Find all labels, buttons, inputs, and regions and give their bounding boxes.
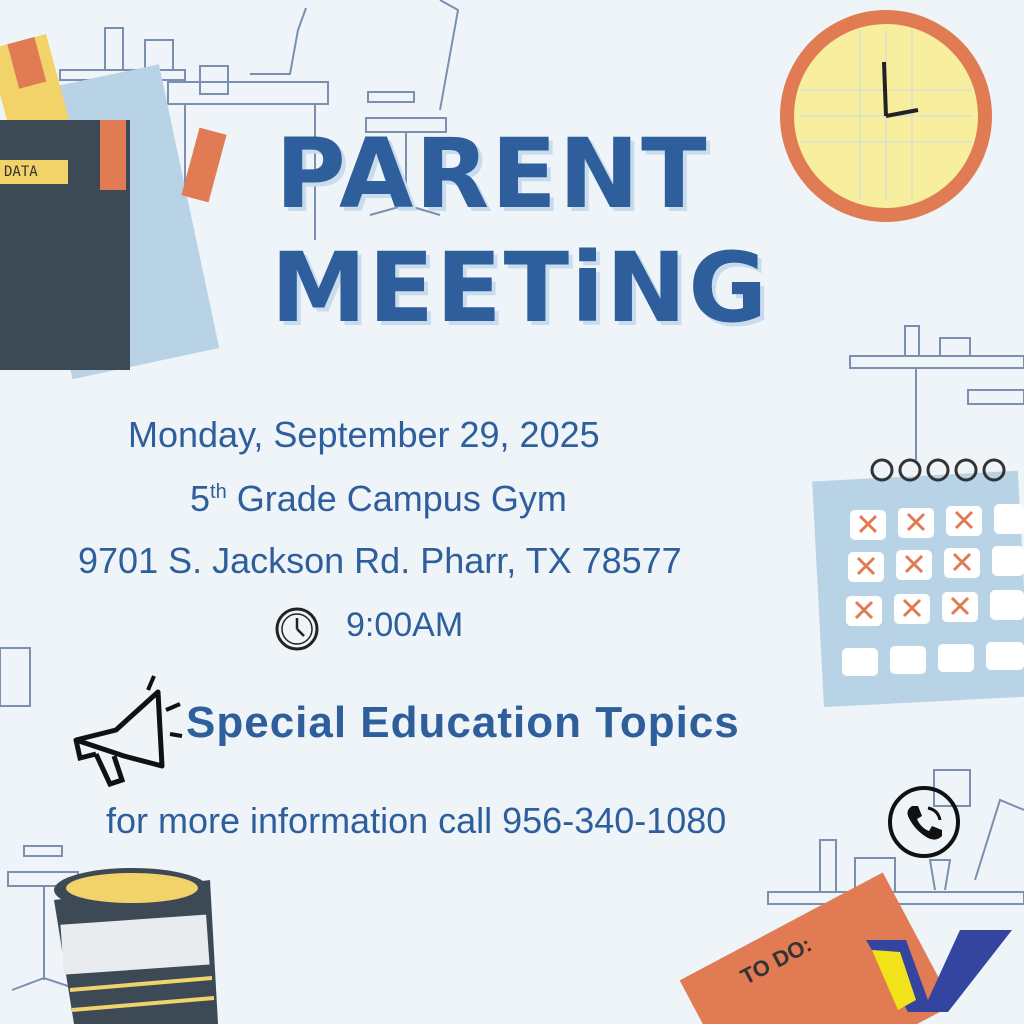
event-date: Monday, September 29, 2025 (128, 414, 600, 455)
contact-info: for more information call 956-340-1080 (106, 800, 727, 841)
desk-illustration-right (850, 326, 1024, 460)
trash-can-illustration (54, 868, 218, 1024)
event-location (190, 478, 567, 520)
title-line-2: MEETiNG (270, 232, 770, 344)
location-name: Grade Campus Gym (226, 478, 567, 519)
event-address: 9701 S. Jackson Rd. Pharr, TX 78577 (78, 540, 682, 581)
grade-ordinal: th (210, 481, 227, 503)
picture-frame-illustration (0, 648, 30, 706)
notebook-todo-label: TO DO: (736, 931, 816, 990)
folder-data-label: DATA (0, 160, 68, 184)
phone-icon (886, 784, 962, 860)
event-time: 9:00AM (346, 606, 464, 644)
grade-number: 5 (190, 478, 211, 519)
title-line-1: PARENT (275, 118, 709, 230)
topics-heading: Special Education Topics (186, 698, 740, 747)
clock-icon (274, 606, 320, 652)
calendar-icon (812, 460, 1024, 707)
megaphone-icon (66, 670, 186, 790)
